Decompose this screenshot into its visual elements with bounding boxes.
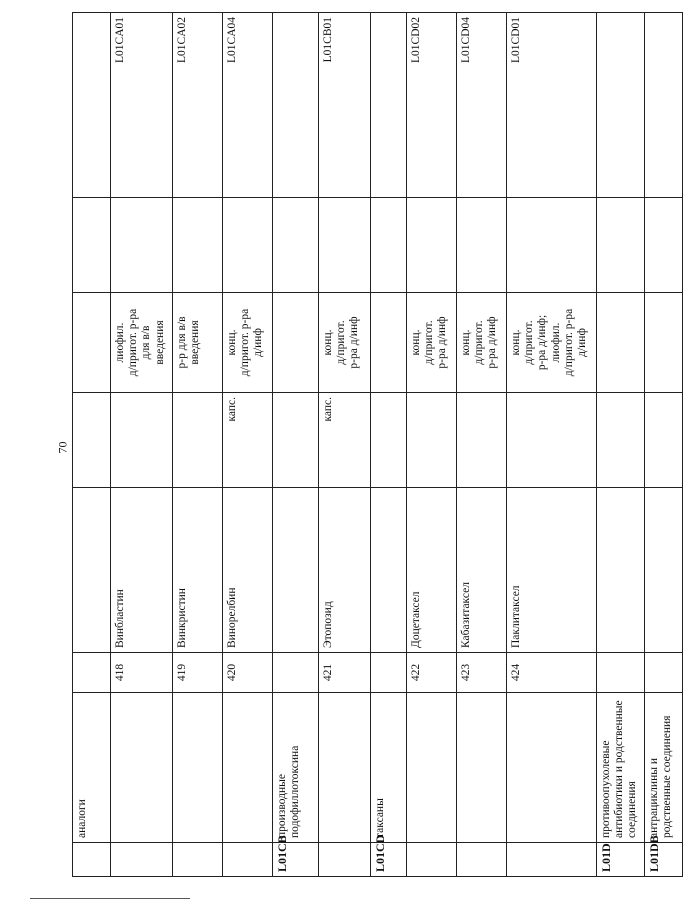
row-number: 420 [223,653,273,693]
group-name [407,693,457,843]
table-row [507,13,597,877]
atc-group-code: L01CD [371,843,407,877]
atc-code: L01CD04 [457,13,507,198]
row-number [645,653,683,693]
table-row [645,13,683,877]
atc-code [73,13,111,198]
group-name: антрациклины и родственные соединения [645,693,683,843]
dosage-form-line: р-р для в/в [176,316,188,369]
table-row [223,13,273,877]
drug-name [73,488,111,653]
group-name [319,693,371,843]
drug-table [72,12,683,877]
empty-cell [173,198,223,293]
atc-group-code [507,843,597,877]
atc-code: L01CB01 [319,13,371,198]
atc-group-code [319,843,371,877]
table-row [73,13,111,877]
table-row [407,13,457,877]
dosage-form-line: введения [189,320,202,365]
dosage-form [173,293,223,393]
empty-cell [645,198,683,293]
release-form [111,393,173,488]
release-form [73,393,111,488]
row-number: 419 [173,653,223,693]
group-name: таксаны [371,693,407,843]
dosage-form-line: р-ра д/инф [348,316,361,369]
dosage-form-line: введения [153,320,166,365]
table-row [457,13,507,877]
empty-cell [507,198,597,293]
dosage-form-line: д/пригот. [473,320,486,365]
dosage-form [111,293,173,393]
dosage-form-line: конц. [410,329,422,356]
footnote-rule [30,898,190,899]
dosage-form-line: д/пригот. [423,320,436,365]
dosage-form-line: р-ра д/инф [486,316,499,369]
dosage-form [371,293,407,393]
atc-code [371,13,407,198]
dosage-form-line: лиофил. [549,322,562,363]
empty-cell [457,198,507,293]
dosage-form-line: д/инф [252,328,265,357]
dosage-form-line: конц. [460,329,472,356]
dosage-form-line: д/пригот. [335,320,348,365]
row-number: 422 [407,653,457,693]
atc-code: L01CA02 [173,13,223,198]
table-row [173,13,223,877]
drug-name: Паклитаксел [507,488,597,653]
empty-cell [319,198,371,293]
dosage-form-line: д/пригот. р-ра [127,308,140,377]
atc-code: L01CD02 [407,13,457,198]
group-name: производные подофиллотоксина [273,693,319,843]
atc-code [597,13,645,198]
drug-name [273,488,319,653]
group-name [223,693,273,843]
dosage-form-line: д/пригот. р-ра [239,308,252,377]
empty-cell [111,198,173,293]
dosage-form [457,293,507,393]
dosage-form [645,293,683,393]
row-number: 421 [319,653,371,693]
drug-name: Винорелбин [223,488,273,653]
page-number: 70 [55,441,70,454]
dosage-form-line: р-ра д/инф; [536,314,549,371]
row-number: 418 [111,653,173,693]
group-name [457,693,507,843]
dosage-form [507,293,597,393]
dosage-form [319,293,371,393]
table-row [371,13,407,877]
atc-group-code: L01DB [645,843,683,877]
release-form [645,393,683,488]
drug-name [371,488,407,653]
atc-group-code [111,843,173,877]
drug-name: Винкристин [173,488,223,653]
atc-code: L01CA01 [111,13,173,198]
empty-cell [597,198,645,293]
row-number: 423 [457,653,507,693]
dosage-form-line: для в/в [140,325,153,360]
drug-name [597,488,645,653]
table-row [597,13,645,877]
drug-name: Кабазитаксел [457,488,507,653]
dosage-form-line: д/инф [576,328,589,357]
group-name: аналоги [73,693,111,843]
release-form [457,393,507,488]
atc-group-code [407,843,457,877]
release-form [371,393,407,488]
table-row [319,13,371,877]
empty-cell [273,198,319,293]
dosage-form-line: конц. [510,329,522,356]
dosage-form-line: лиофил. [114,322,126,363]
atc-group-code: L01D [597,843,645,877]
empty-cell [407,198,457,293]
dosage-form-line: конц. [322,329,334,356]
dosage-form-line: конц. [226,329,238,356]
release-form [597,393,645,488]
group-name [173,693,223,843]
atc-group-code: L01CB [273,843,319,877]
release-form [407,393,457,488]
row-number [371,653,407,693]
empty-cell [73,198,111,293]
dosage-form-line: д/пригот. [523,320,536,365]
dosage-form [273,293,319,393]
row-number [73,653,111,693]
table-container [72,13,674,877]
group-name: противоопухолевые антибиотики и родственные соединения [597,693,645,843]
atc-group-code [223,843,273,877]
atc-group-code [73,843,111,877]
table-row [273,13,319,877]
release-form: капс. [319,393,371,488]
dosage-form-line: д/пригот. р-ра [562,308,575,377]
atc-code: L01CD01 [507,13,597,198]
drug-name [645,488,683,653]
empty-cell [371,198,407,293]
dosage-form [407,293,457,393]
release-form [507,393,597,488]
dosage-form-line: р-ра д/инф [436,316,449,369]
atc-group-code [173,843,223,877]
row-number: 424 [507,653,597,693]
dosage-form [597,293,645,393]
atc-code: L01CA04 [223,13,273,198]
dosage-form [73,293,111,393]
group-name [111,693,173,843]
release-form [173,393,223,488]
dosage-form [223,293,273,393]
row-number [273,653,319,693]
atc-code [645,13,683,198]
table-row [111,13,173,877]
release-form [273,393,319,488]
group-name [507,693,597,843]
drug-name: Этопозид [319,488,371,653]
drug-name: Винбластин [111,488,173,653]
atc-group-code [457,843,507,877]
empty-cell [223,198,273,293]
row-number [597,653,645,693]
drug-name: Доцетаксел [407,488,457,653]
atc-code [273,13,319,198]
release-form: капс. [223,393,273,488]
